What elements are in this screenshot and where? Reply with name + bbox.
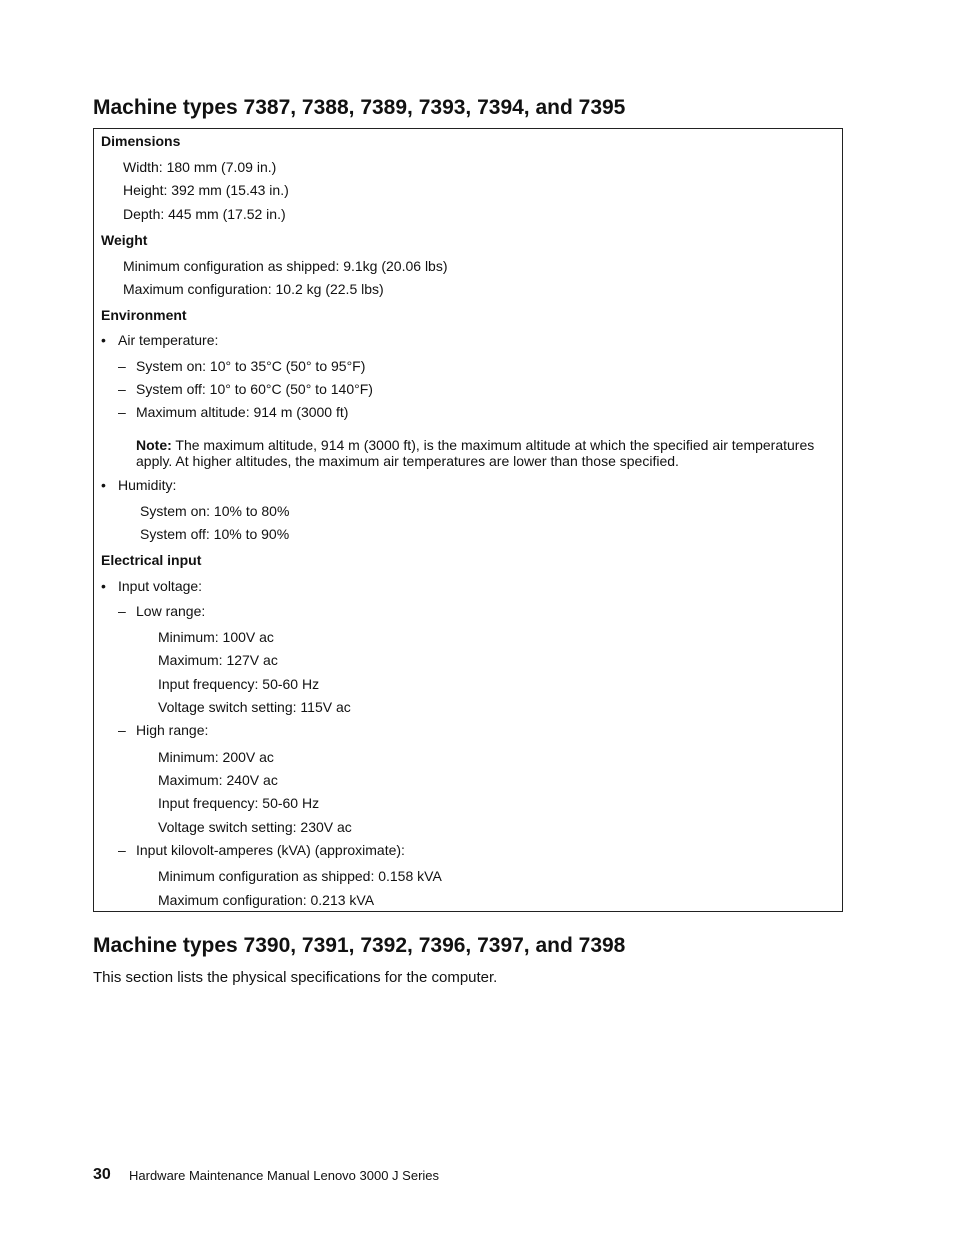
bullet-icon: • — [101, 332, 106, 348]
low-range-label: Low range: — [136, 603, 206, 619]
humidity-on: System on: 10% to 80% — [140, 503, 290, 519]
note-label: Note: — [136, 437, 172, 453]
dimensions-heading: Dimensions — [101, 133, 181, 149]
air-temp-label: Air temperature: — [118, 332, 219, 348]
weight-heading: Weight — [101, 232, 148, 248]
bullet-icon: • — [101, 477, 106, 493]
dash-icon: – — [118, 722, 126, 738]
high-switch: Voltage switch setting: 230V ac — [158, 819, 352, 835]
humidity-label: Humidity: — [118, 477, 177, 493]
high-range-label: High range: — [136, 722, 209, 738]
high-freq: Input frequency: 50-60 Hz — [158, 795, 320, 811]
environment-heading: Environment — [101, 307, 187, 323]
footer-text: Hardware Maintenance Manual Lenovo 3000 J Series — [129, 1168, 440, 1183]
input-voltage-label: Input voltage: — [118, 578, 203, 594]
section-title-2: Machine types 7390, 7391, 7392, 7396, 7397, and 7398 — [93, 934, 626, 957]
low-switch: Voltage switch setting: 115V ac — [158, 699, 351, 715]
altitude-note — [136, 437, 836, 469]
width-value: Width: 180 mm (7.09 in.) — [123, 159, 277, 175]
kva-label: Input kilovolt-amperes (kVA) (approximate): — [136, 842, 405, 858]
low-freq: Input frequency: 50-60 Hz — [158, 676, 320, 692]
bullet-icon: • — [101, 578, 106, 594]
electrical-heading: Electrical input — [101, 552, 202, 568]
humidity-off: System off: 10% to 90% — [140, 526, 290, 542]
weight-min: Minimum configuration as shipped: 9.1kg (20.06 lbs) — [123, 258, 448, 274]
low-min: Minimum: 100V ac — [158, 629, 274, 645]
high-max: Maximum: 240V ac — [158, 772, 278, 788]
note-text: The maximum altitude, 914 m (3000 ft), is the maximum altitude at which the specified air temperatures apply. At higher altitudes, the maximum air temperatures are lower than those specified. — [136, 437, 815, 469]
max-altitude: Maximum altitude: 914 m (3000 ft) — [136, 404, 349, 420]
height-value: Height: 392 mm (15.43 in.) — [123, 182, 289, 198]
low-max: Maximum: 127V ac — [158, 652, 278, 668]
page-number: 30 — [93, 1166, 111, 1183]
dash-icon: – — [118, 842, 126, 858]
dash-icon: – — [118, 404, 126, 420]
section-title-1: Machine types 7387, 7388, 7389, 7393, 7394, and 7395 — [93, 96, 626, 119]
weight-max: Maximum configuration: 10.2 kg (22.5 lbs) — [123, 281, 384, 297]
kva-max: Maximum configuration: 0.213 kVA — [158, 892, 375, 908]
section-intro: This section lists the physical specifications for the computer. — [93, 969, 498, 986]
dash-icon: – — [118, 603, 126, 619]
system-off-temp: System off: 10° to 60°C (50° to 140°F) — [136, 381, 373, 397]
dash-icon: – — [118, 381, 126, 397]
system-on-temp: System on: 10° to 35°C (50° to 95°F) — [136, 358, 366, 374]
dash-icon: – — [118, 358, 126, 374]
kva-min: Minimum configuration as shipped: 0.158 kVA — [158, 868, 442, 884]
depth-value: Depth: 445 mm (17.52 in.) — [123, 206, 286, 222]
high-min: Minimum: 200V ac — [158, 749, 274, 765]
